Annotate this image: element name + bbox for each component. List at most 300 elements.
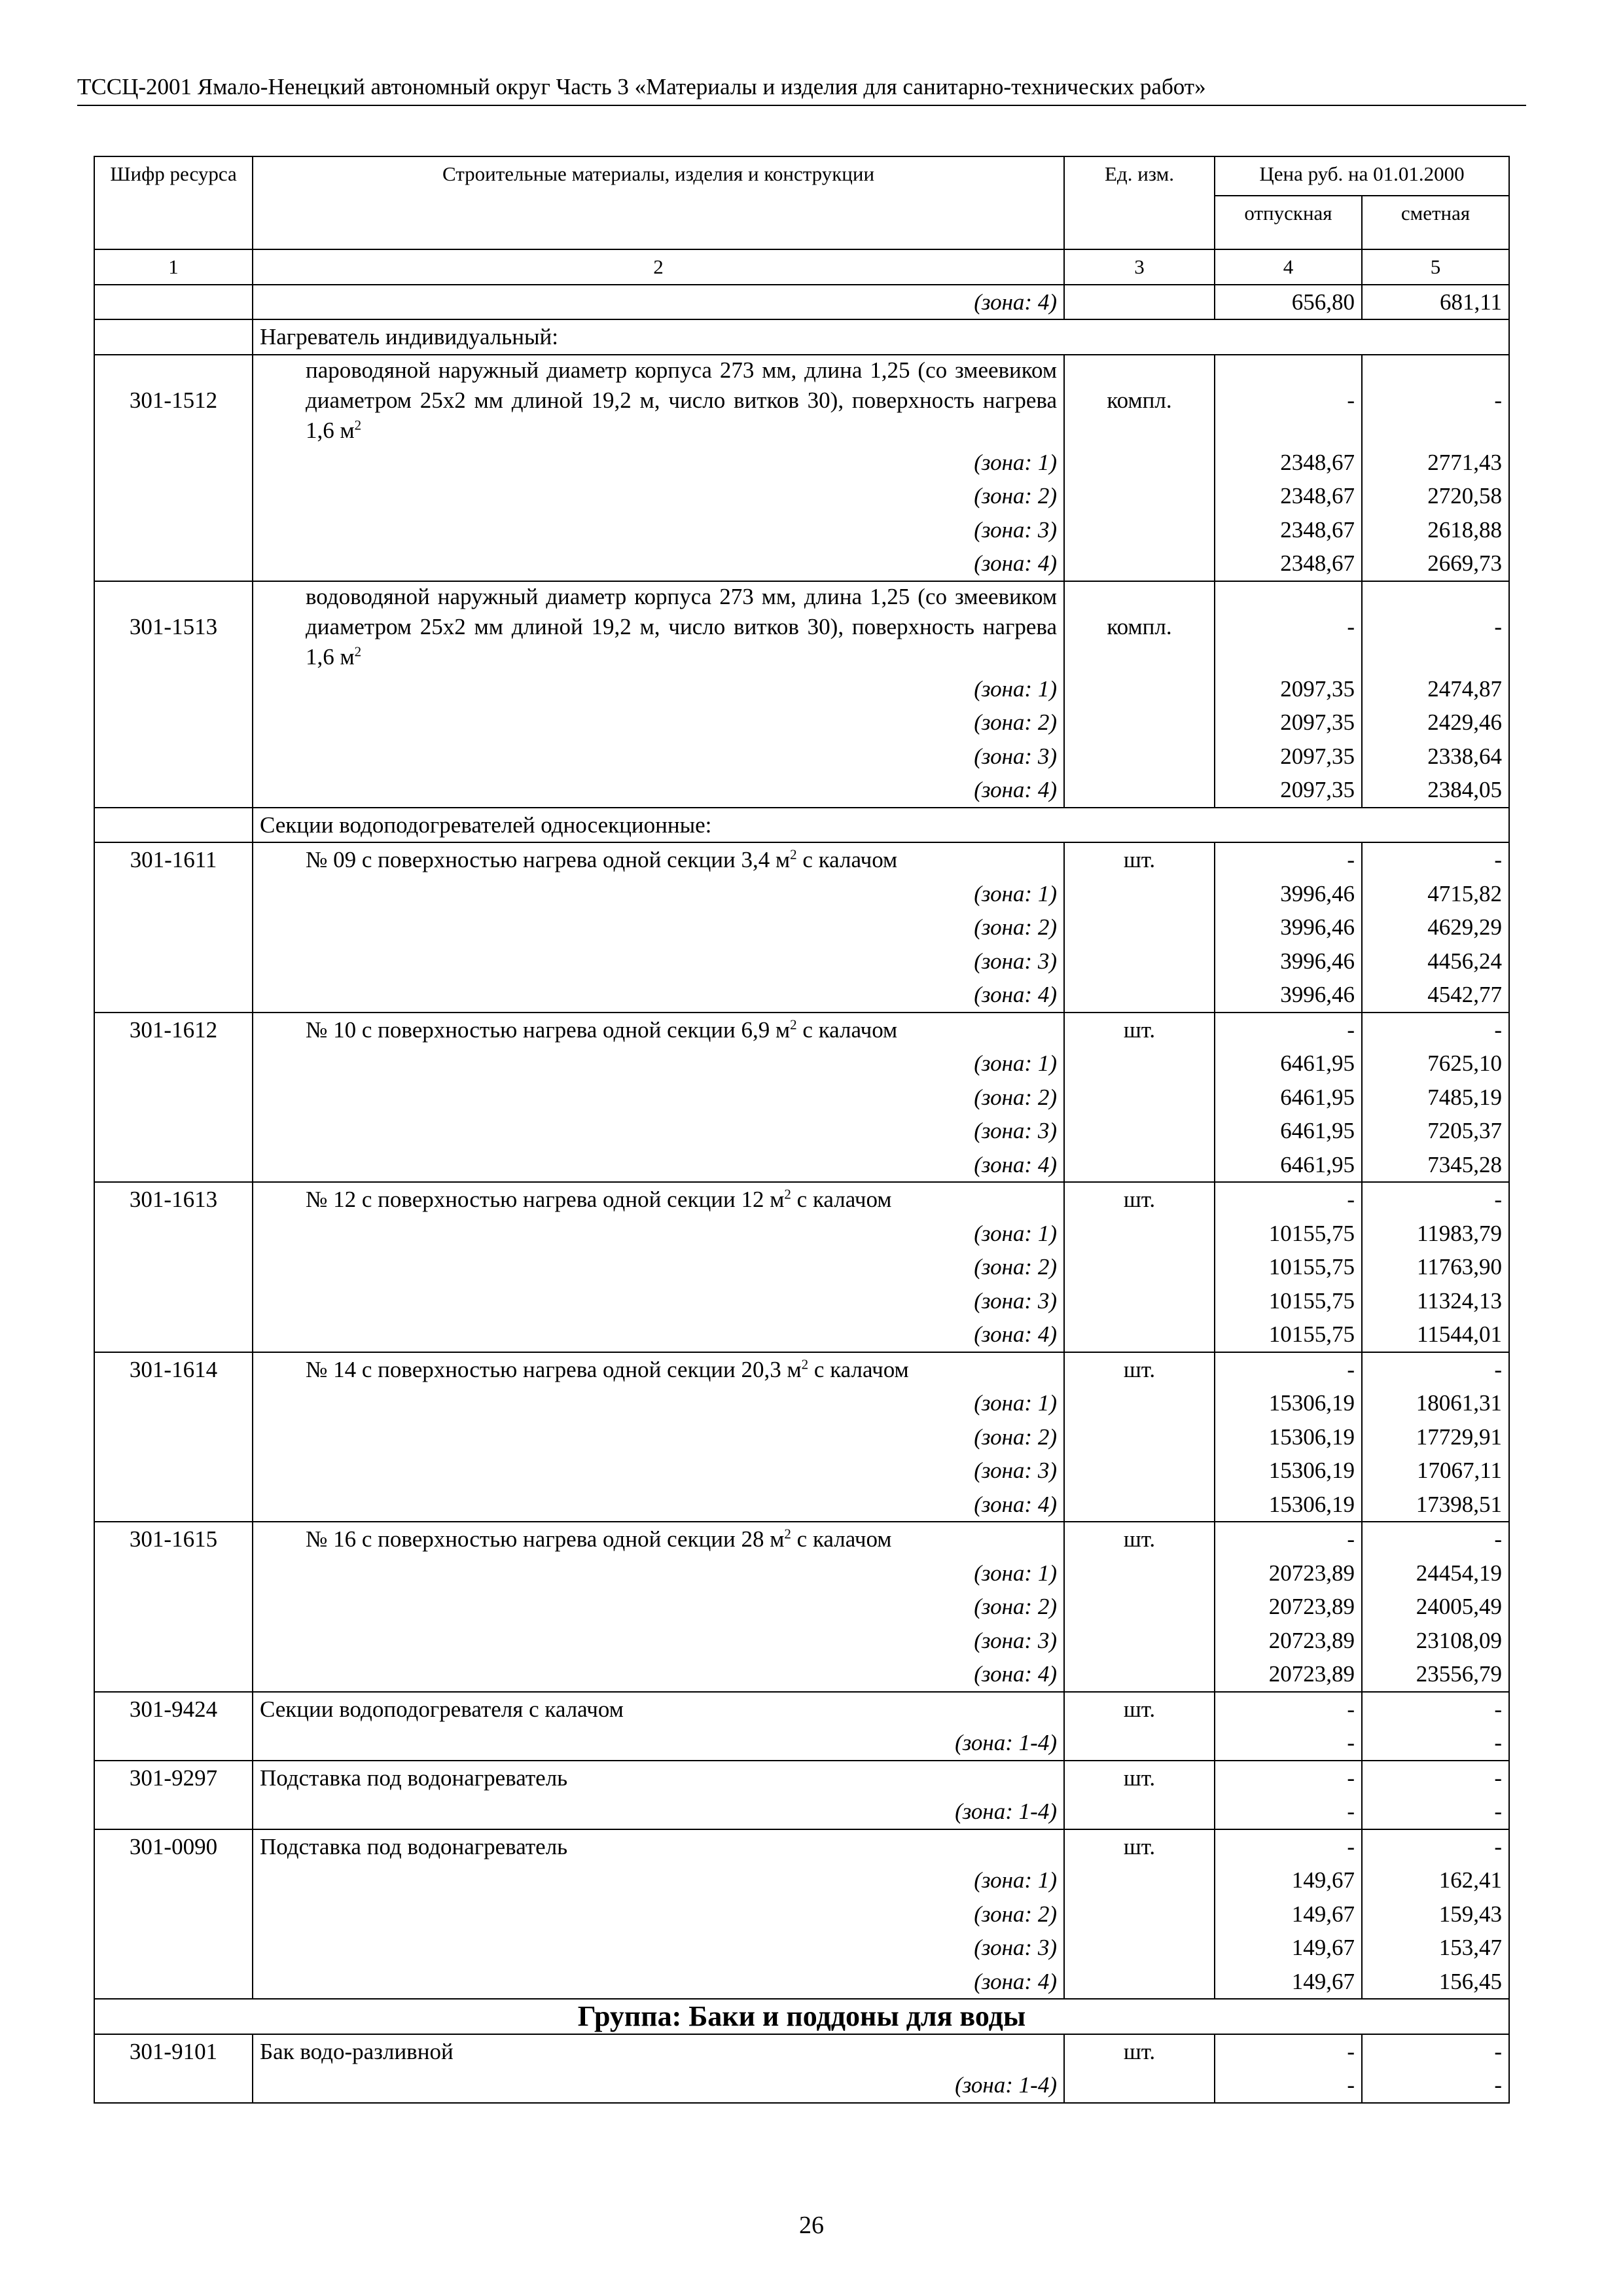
code-cell bbox=[94, 285, 253, 320]
estimate-price: 11544,01 bbox=[1362, 1318, 1509, 1352]
wholesale-price: 149,67 bbox=[1215, 1863, 1362, 1897]
zone-row bbox=[94, 1556, 1509, 1590]
wholesale-price: 10155,75 bbox=[1215, 1217, 1362, 1251]
zone-label: (зона: 2) bbox=[253, 706, 1064, 740]
code-cell bbox=[94, 319, 253, 355]
item-row bbox=[94, 842, 1509, 877]
wholesale-price: 149,67 bbox=[1215, 1965, 1362, 2000]
zone-row bbox=[94, 1624, 1509, 1658]
wholesale-price: - bbox=[1215, 1013, 1362, 1047]
code-cell bbox=[94, 1114, 253, 1148]
code-cell bbox=[94, 1931, 253, 1965]
item-name bbox=[253, 581, 1064, 672]
estimate-price: 162,41 bbox=[1362, 1863, 1509, 1897]
zone-label: (зона: 2) bbox=[253, 1250, 1064, 1284]
superscript: 2 bbox=[784, 1526, 791, 1542]
code-cell bbox=[94, 978, 253, 1013]
price-table bbox=[94, 156, 1510, 2104]
resource-code: 301-1612 bbox=[94, 1013, 253, 1047]
unit-cell bbox=[1064, 1454, 1215, 1488]
unit-cell bbox=[1064, 773, 1215, 808]
zone-row bbox=[94, 513, 1509, 547]
code-cell bbox=[94, 1148, 253, 1183]
zone-label: (зона: 1-4) bbox=[253, 1726, 1064, 1761]
resource-code: 301-1512 bbox=[94, 355, 253, 446]
unit-cell bbox=[1064, 547, 1215, 581]
wholesale-price: 2348,67 bbox=[1215, 446, 1362, 480]
zone-row bbox=[94, 1795, 1509, 1829]
wholesale-price: 2348,67 bbox=[1215, 547, 1362, 581]
code-cell bbox=[94, 479, 253, 513]
unit: шт. bbox=[1064, 842, 1215, 877]
zone-label: (зона: 1) bbox=[253, 877, 1064, 911]
zone-label: (зона: 3) bbox=[253, 1114, 1064, 1148]
unit: шт. bbox=[1064, 1013, 1215, 1047]
estimate-price: 2618,88 bbox=[1362, 513, 1509, 547]
zone-label: (зона: 1) bbox=[253, 1217, 1064, 1251]
superscript: 2 bbox=[784, 1186, 791, 1202]
wholesale-price: - bbox=[1215, 1522, 1362, 1556]
superscript: 2 bbox=[790, 1016, 797, 1032]
unit-cell bbox=[1064, 1657, 1215, 1692]
wholesale-price: - bbox=[1215, 1352, 1362, 1387]
estimate-price: 7345,28 bbox=[1362, 1148, 1509, 1183]
zone-label: (зона: 3) bbox=[253, 944, 1064, 978]
zone-row bbox=[94, 1420, 1509, 1454]
item-row bbox=[94, 1692, 1509, 1727]
zone-label: (зона: 3) bbox=[253, 740, 1064, 774]
estimate-price: 2384,05 bbox=[1362, 773, 1509, 808]
code-cell bbox=[94, 547, 253, 581]
zone-row bbox=[94, 877, 1509, 911]
zone-row bbox=[94, 1657, 1509, 1692]
estimate-price: 17729,91 bbox=[1362, 1420, 1509, 1454]
column-number: 5 bbox=[1362, 249, 1509, 285]
code-cell bbox=[94, 1897, 253, 1931]
zone-label: (зона: 4) bbox=[253, 285, 1064, 320]
zone-label: (зона: 4) bbox=[253, 1657, 1064, 1692]
zone-row bbox=[94, 706, 1509, 740]
wholesale-price: 6461,95 bbox=[1215, 1148, 1362, 1183]
code-cell bbox=[94, 1217, 253, 1251]
resource-code: 301-9424 bbox=[94, 1692, 253, 1727]
unit: шт. bbox=[1064, 2034, 1215, 2069]
header-wholesale: отпускная bbox=[1215, 196, 1362, 249]
unit-cell bbox=[1064, 446, 1215, 480]
item-name-text: с калачом bbox=[796, 847, 898, 872]
zone-label: (зона: 3) bbox=[253, 1931, 1064, 1965]
zone-row bbox=[94, 1047, 1509, 1081]
estimate-price: - bbox=[1362, 1522, 1509, 1556]
unit-cell bbox=[1064, 513, 1215, 547]
wholesale-price: - bbox=[1215, 1829, 1362, 1864]
wholesale-price: 149,67 bbox=[1215, 1897, 1362, 1931]
header-name: Строительные материалы, изделия и конструкции bbox=[253, 156, 1064, 249]
item-row bbox=[94, 1829, 1509, 1864]
estimate-price: - bbox=[1362, 1795, 1509, 1829]
zone-row bbox=[94, 1217, 1509, 1251]
unit-cell bbox=[1064, 1217, 1215, 1251]
zone-label: (зона: 1) bbox=[253, 1556, 1064, 1590]
zone-row bbox=[94, 1454, 1509, 1488]
unit-cell bbox=[1064, 285, 1215, 320]
zone-label: (зона: 1) bbox=[253, 1047, 1064, 1081]
wholesale-price: - bbox=[1215, 1182, 1362, 1217]
code-cell bbox=[94, 773, 253, 808]
wholesale-price: 2097,35 bbox=[1215, 672, 1362, 706]
unit-cell bbox=[1064, 910, 1215, 944]
wholesale-price: 2097,35 bbox=[1215, 773, 1362, 808]
item-name-text: с калачом bbox=[808, 1356, 909, 1382]
wholesale-price: 15306,19 bbox=[1215, 1454, 1362, 1488]
wholesale-price: - bbox=[1215, 581, 1362, 672]
estimate-price: 159,43 bbox=[1362, 1897, 1509, 1931]
unit: шт. bbox=[1064, 1352, 1215, 1387]
zone-label: (зона: 3) bbox=[253, 513, 1064, 547]
wholesale-price: - bbox=[1215, 842, 1362, 877]
code-cell bbox=[94, 1081, 253, 1115]
zone-label: (зона: 1) bbox=[253, 1386, 1064, 1420]
estimate-price: - bbox=[1362, 1692, 1509, 1727]
estimate-price: 24005,49 bbox=[1362, 1590, 1509, 1624]
estimate-price: - bbox=[1362, 1182, 1509, 1217]
code-cell bbox=[94, 1488, 253, 1522]
superscript: 2 bbox=[790, 846, 797, 863]
superscript: 2 bbox=[354, 643, 362, 659]
section-title: Секции водоподогревателей односекционные: bbox=[253, 808, 1509, 843]
zone-row bbox=[94, 1081, 1509, 1115]
zone-label: (зона: 3) bbox=[253, 1284, 1064, 1318]
zone-label: (зона: 2) bbox=[253, 1897, 1064, 1931]
zone-row bbox=[94, 1148, 1509, 1183]
code-cell bbox=[94, 1284, 253, 1318]
item-name-text: № 14 с поверхностью нагрева одной секции 20,3 м bbox=[306, 1356, 802, 1382]
unit-cell bbox=[1064, 1897, 1215, 1931]
zone-row bbox=[94, 944, 1509, 978]
estimate-price: 23108,09 bbox=[1362, 1624, 1509, 1658]
code-cell bbox=[94, 1386, 253, 1420]
zone-label: (зона: 2) bbox=[253, 910, 1064, 944]
unit-cell bbox=[1064, 978, 1215, 1013]
page-header: ТССЦ-2001 Ямало-Ненецкий автономный округ Часть 3 «Материалы и изделия для санитарно-технических работ» bbox=[77, 73, 1526, 106]
wholesale-price: 3996,46 bbox=[1215, 944, 1362, 978]
item-row bbox=[94, 1522, 1509, 1556]
unit-cell bbox=[1064, 877, 1215, 911]
zone-label: (зона: 3) bbox=[253, 1624, 1064, 1658]
code-cell bbox=[94, 1250, 253, 1284]
item-name-text: пароводяной наружный диаметр корпуса 273 мм, длина 1,25 (со змеевиком диаметром 25х2 мм длиной 19,2 м, число витков 30), поверхность нагрева 1,6 м bbox=[306, 357, 1057, 443]
zone-row bbox=[94, 740, 1509, 774]
group-title: Группа: Баки и поддоны для воды bbox=[94, 1999, 1509, 2034]
estimate-price: 11763,90 bbox=[1362, 1250, 1509, 1284]
section-row bbox=[94, 319, 1509, 355]
unit: шт. bbox=[1064, 1182, 1215, 1217]
estimate-price: - bbox=[1362, 842, 1509, 877]
estimate-price: 18061,31 bbox=[1362, 1386, 1509, 1420]
column-number: 4 bbox=[1215, 249, 1362, 285]
wholesale-price: 2348,67 bbox=[1215, 513, 1362, 547]
zone-row bbox=[94, 1590, 1509, 1624]
zone-row bbox=[94, 1488, 1509, 1522]
wholesale-price: 10155,75 bbox=[1215, 1318, 1362, 1352]
estimate-price: 2338,64 bbox=[1362, 740, 1509, 774]
wholesale-price: 10155,75 bbox=[1215, 1284, 1362, 1318]
code-cell bbox=[94, 1420, 253, 1454]
zone-label: (зона: 2) bbox=[253, 1590, 1064, 1624]
column-number: 1 bbox=[94, 249, 253, 285]
unit-cell bbox=[1064, 1047, 1215, 1081]
code-cell bbox=[94, 706, 253, 740]
zone-label: (зона: 4) bbox=[253, 547, 1064, 581]
code-cell bbox=[94, 446, 253, 480]
unit-cell bbox=[1064, 1863, 1215, 1897]
column-number-row bbox=[94, 249, 1509, 285]
estimate-price: - bbox=[1362, 1352, 1509, 1387]
unit: шт. bbox=[1064, 1761, 1215, 1795]
item-name: Секции водоподогревателя с калачом bbox=[253, 1692, 1064, 1727]
item-name bbox=[253, 1522, 1064, 1556]
unit-cell bbox=[1064, 1931, 1215, 1965]
estimate-price: 2771,43 bbox=[1362, 446, 1509, 480]
item-row bbox=[94, 2034, 1509, 2069]
code-cell bbox=[94, 1590, 253, 1624]
resource-code: 301-9297 bbox=[94, 1761, 253, 1795]
zone-label: (зона: 1-4) bbox=[253, 1795, 1064, 1829]
estimate-price: 17398,51 bbox=[1362, 1488, 1509, 1522]
zone-row bbox=[94, 1863, 1509, 1897]
estimate-price: 11324,13 bbox=[1362, 1284, 1509, 1318]
item-name bbox=[253, 1182, 1064, 1217]
wholesale-price: 6461,95 bbox=[1215, 1114, 1362, 1148]
code-cell bbox=[94, 513, 253, 547]
wholesale-price: - bbox=[1215, 1761, 1362, 1795]
wholesale-price: - bbox=[1215, 1795, 1362, 1829]
unit-cell bbox=[1064, 672, 1215, 706]
section-row bbox=[94, 808, 1509, 843]
estimate-price: 4715,82 bbox=[1362, 877, 1509, 911]
wholesale-price: 3996,46 bbox=[1215, 910, 1362, 944]
unit-cell bbox=[1064, 479, 1215, 513]
code-cell bbox=[94, 1318, 253, 1352]
wholesale-price: 2097,35 bbox=[1215, 706, 1362, 740]
wholesale-price: 6461,95 bbox=[1215, 1047, 1362, 1081]
resource-code: 301-1613 bbox=[94, 1182, 253, 1217]
unit: шт. bbox=[1064, 1829, 1215, 1864]
item-row bbox=[94, 1013, 1509, 1047]
unit: компл. bbox=[1064, 581, 1215, 672]
zone-label: (зона: 2) bbox=[253, 479, 1064, 513]
estimate-price: 4542,77 bbox=[1362, 978, 1509, 1013]
wholesale-price: - bbox=[1215, 355, 1362, 446]
resource-code: 301-9101 bbox=[94, 2034, 253, 2069]
zone-row bbox=[94, 773, 1509, 808]
zone-label: (зона: 4) bbox=[253, 1488, 1064, 1522]
item-name-text: водоводяной наружный диаметр корпуса 273 мм, длина 1,25 (со змеевиком диаметром 25х2 мм длиной 19,2 м, число витков 30), поверхность нагрева 1,6 м bbox=[306, 583, 1057, 670]
unit-cell bbox=[1064, 1624, 1215, 1658]
item-name bbox=[253, 1013, 1064, 1047]
zone-row bbox=[94, 1318, 1509, 1352]
estimate-price: 2474,87 bbox=[1362, 672, 1509, 706]
zone-row bbox=[94, 285, 1509, 320]
item-name: Бак водо-разливной bbox=[253, 2034, 1064, 2069]
unit-cell bbox=[1064, 1590, 1215, 1624]
wholesale-price: 2348,67 bbox=[1215, 479, 1362, 513]
wholesale-price: 149,67 bbox=[1215, 1931, 1362, 1965]
code-cell bbox=[94, 1047, 253, 1081]
wholesale-price: 20723,89 bbox=[1215, 1657, 1362, 1692]
code-cell bbox=[94, 1624, 253, 1658]
wholesale-price: 6461,95 bbox=[1215, 1081, 1362, 1115]
unit-cell bbox=[1064, 740, 1215, 774]
wholesale-price: - bbox=[1215, 2068, 1362, 2103]
item-row bbox=[94, 1182, 1509, 1217]
superscript: 2 bbox=[354, 416, 362, 433]
zone-row bbox=[94, 446, 1509, 480]
item-name-text: № 16 с поверхностью нагрева одной секции 28 м bbox=[306, 1526, 785, 1552]
estimate-price: - bbox=[1362, 2034, 1509, 2069]
code-cell bbox=[94, 808, 253, 843]
zone-label: (зона: 4) bbox=[253, 978, 1064, 1013]
item-row bbox=[94, 1761, 1509, 1795]
resource-code: 301-1513 bbox=[94, 581, 253, 672]
unit: шт. bbox=[1064, 1522, 1215, 1556]
zone-label: (зона: 2) bbox=[253, 1420, 1064, 1454]
unit-cell bbox=[1064, 1284, 1215, 1318]
resource-code: 301-0090 bbox=[94, 1829, 253, 1864]
zone-row bbox=[94, 1250, 1509, 1284]
code-cell bbox=[94, 740, 253, 774]
zone-row bbox=[94, 672, 1509, 706]
estimate-price: 11983,79 bbox=[1362, 1217, 1509, 1251]
zone-row bbox=[94, 479, 1509, 513]
estimate-price: - bbox=[1362, 1829, 1509, 1864]
zone-label: (зона: 1) bbox=[253, 446, 1064, 480]
zone-row bbox=[94, 1726, 1509, 1761]
unit-cell bbox=[1064, 1726, 1215, 1761]
estimate-price: 153,47 bbox=[1362, 1931, 1509, 1965]
code-cell bbox=[94, 877, 253, 911]
unit-cell bbox=[1064, 1081, 1215, 1115]
item-row bbox=[94, 1352, 1509, 1387]
code-cell bbox=[94, 2068, 253, 2103]
item-name-text: № 12 с поверхностью нагрева одной секции 12 м bbox=[306, 1187, 785, 1212]
code-cell bbox=[94, 1965, 253, 2000]
zone-label: (зона: 4) bbox=[253, 1965, 1064, 2000]
estimate-price: 681,11 bbox=[1362, 285, 1509, 320]
zone-row bbox=[94, 910, 1509, 944]
wholesale-price: 20723,89 bbox=[1215, 1590, 1362, 1624]
unit-cell bbox=[1064, 1795, 1215, 1829]
estimate-price: - bbox=[1362, 581, 1509, 672]
resource-code: 301-1611 bbox=[94, 842, 253, 877]
item-row bbox=[94, 581, 1509, 672]
wholesale-price: - bbox=[1215, 2034, 1362, 2069]
item-name: Подставка под водонагреватель bbox=[253, 1829, 1064, 1864]
unit: компл. bbox=[1064, 355, 1215, 446]
unit-cell bbox=[1064, 944, 1215, 978]
unit-cell bbox=[1064, 2068, 1215, 2103]
estimate-price: 4629,29 bbox=[1362, 910, 1509, 944]
code-cell bbox=[94, 672, 253, 706]
code-cell bbox=[94, 944, 253, 978]
item-name-text: с калачом bbox=[791, 1187, 892, 1212]
code-cell bbox=[94, 1726, 253, 1761]
page-number: 26 bbox=[799, 2212, 824, 2239]
item-name bbox=[253, 355, 1064, 446]
zone-row bbox=[94, 1931, 1509, 1965]
zone-row bbox=[94, 1284, 1509, 1318]
wholesale-price: 10155,75 bbox=[1215, 1250, 1362, 1284]
estimate-price: - bbox=[1362, 1726, 1509, 1761]
price-table-body bbox=[94, 156, 1509, 2103]
code-cell bbox=[94, 1863, 253, 1897]
unit-cell bbox=[1064, 1420, 1215, 1454]
header-unit: Ед. изм. bbox=[1064, 156, 1215, 249]
unit-cell bbox=[1064, 1148, 1215, 1183]
item-name-text: с калачом bbox=[791, 1526, 892, 1552]
estimate-price: - bbox=[1362, 1761, 1509, 1795]
estimate-price: 7205,37 bbox=[1362, 1114, 1509, 1148]
item-name-text: № 10 с поверхностью нагрева одной секции 6,9 м bbox=[306, 1016, 791, 1043]
header-estimate: сметная bbox=[1362, 196, 1509, 249]
unit-cell bbox=[1064, 1488, 1215, 1522]
zone-row bbox=[94, 1965, 1509, 2000]
wholesale-price: 15306,19 bbox=[1215, 1386, 1362, 1420]
unit-cell bbox=[1064, 1250, 1215, 1284]
column-number: 3 bbox=[1064, 249, 1215, 285]
unit: шт. bbox=[1064, 1692, 1215, 1727]
item-name bbox=[253, 842, 1064, 877]
estimate-price: 2720,58 bbox=[1362, 479, 1509, 513]
zone-label: (зона: 2) bbox=[253, 1081, 1064, 1115]
estimate-price: 156,45 bbox=[1362, 1965, 1509, 2000]
code-cell bbox=[94, 1556, 253, 1590]
resource-code: 301-1615 bbox=[94, 1522, 253, 1556]
zone-row bbox=[94, 547, 1509, 581]
zone-row bbox=[94, 1386, 1509, 1420]
column-number: 2 bbox=[253, 249, 1064, 285]
estimate-price: 23556,79 bbox=[1362, 1657, 1509, 1692]
code-cell bbox=[94, 910, 253, 944]
resource-code: 301-1614 bbox=[94, 1352, 253, 1387]
code-cell bbox=[94, 1454, 253, 1488]
estimate-price: - bbox=[1362, 1013, 1509, 1047]
wholesale-price: 15306,19 bbox=[1215, 1488, 1362, 1522]
zone-label: (зона: 1) bbox=[253, 672, 1064, 706]
unit-cell bbox=[1064, 1965, 1215, 2000]
estimate-price: 7625,10 bbox=[1362, 1047, 1509, 1081]
zone-row bbox=[94, 1114, 1509, 1148]
header-row bbox=[94, 156, 1509, 196]
section-title: Нагреватель индивидуальный: bbox=[253, 319, 1509, 355]
group-row bbox=[94, 1999, 1509, 2034]
zone-label: (зона: 3) bbox=[253, 1454, 1064, 1488]
zone-row bbox=[94, 978, 1509, 1013]
item-name: Подставка под водонагреватель bbox=[253, 1761, 1064, 1795]
item-name-text: с калачом bbox=[796, 1016, 898, 1043]
estimate-price: 7485,19 bbox=[1362, 1081, 1509, 1115]
estimate-price: - bbox=[1362, 2068, 1509, 2103]
zone-label: (зона: 4) bbox=[253, 1318, 1064, 1352]
unit-cell bbox=[1064, 1114, 1215, 1148]
estimate-price: 4456,24 bbox=[1362, 944, 1509, 978]
estimate-price: - bbox=[1362, 355, 1509, 446]
zone-label: (зона: 1-4) bbox=[253, 2068, 1064, 2103]
unit-cell bbox=[1064, 1556, 1215, 1590]
item-name-text: № 09 с поверхностью нагрева одной секции 3,4 м bbox=[306, 847, 791, 872]
item-row bbox=[94, 355, 1509, 446]
wholesale-price: 15306,19 bbox=[1215, 1420, 1362, 1454]
